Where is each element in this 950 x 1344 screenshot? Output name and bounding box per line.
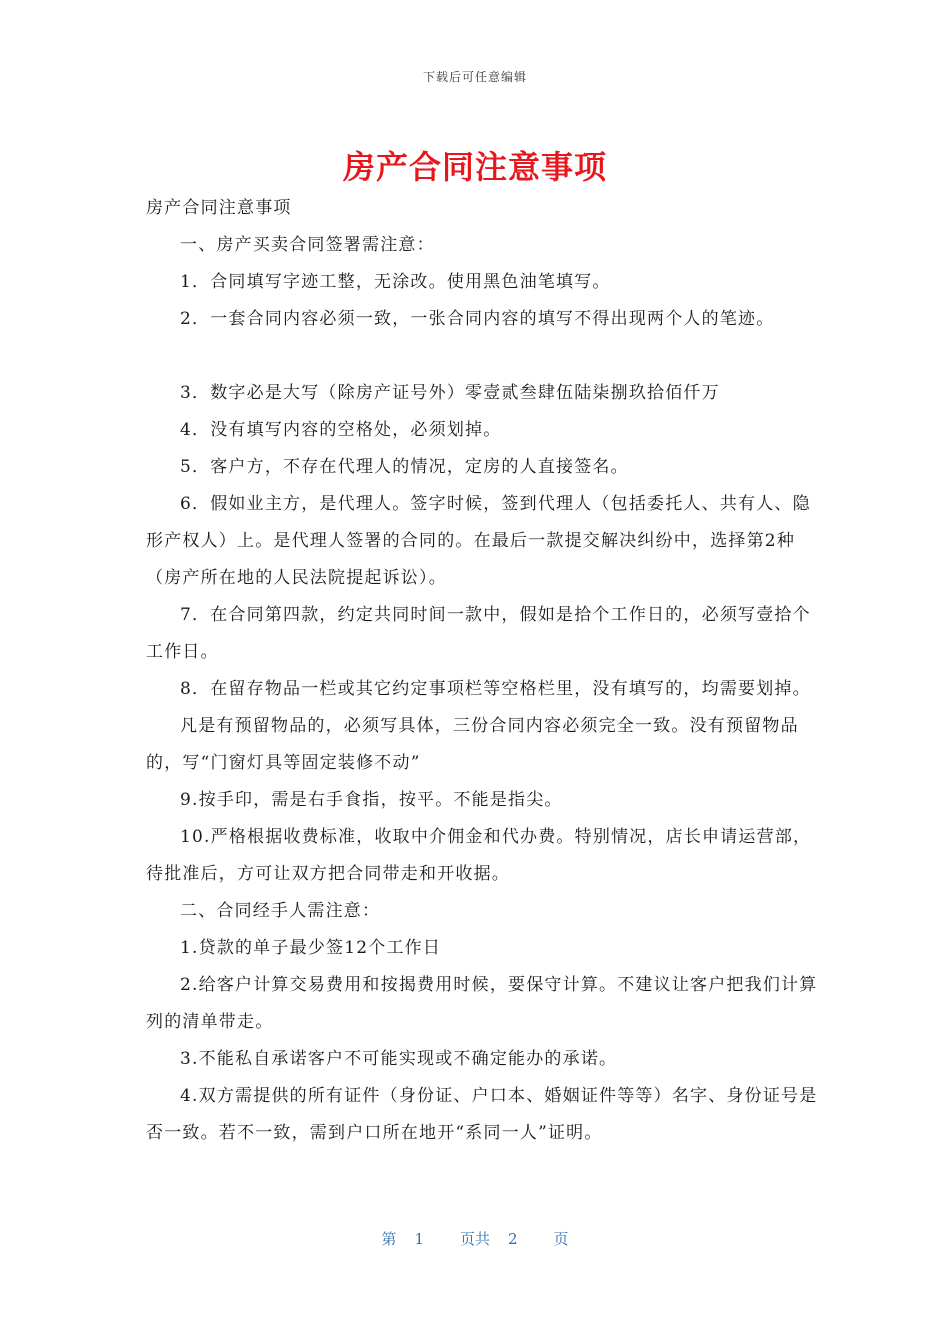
paragraph-2-4: 4.双方需提供的所有证件（身份证、户口本、婚姻证件等等）名字、身份证号是否一致。若不一致，需到户口所在地开“系同一人”证明。 xyxy=(146,1086,818,1143)
footer-suffix: 页 xyxy=(553,1230,569,1248)
paragraph-2-1: 1.贷款的单子最少签12个工作日 xyxy=(180,938,442,958)
footer-middle: 页共 xyxy=(459,1230,490,1248)
section-2-heading: 二、合同经手人需注意： xyxy=(180,901,381,921)
paragraph-1-3: 3．数字必是大写（除房产证号外）零壹贰叁肆伍陆柒捌玖拾佰仟万 xyxy=(180,383,720,403)
paragraph-1-4: 4．没有填写内容的空格处，必须划掉。 xyxy=(180,420,502,440)
paragraph-1-5: 5．客户方，不存在代理人的情况，定房的人直接签名。 xyxy=(180,457,629,477)
footer-prefix: 第 xyxy=(381,1230,397,1248)
document-subtitle: 房产合同注意事项 xyxy=(146,198,292,218)
paragraph-1-7: 7．在合同第四款，约定共同时间一款中，假如是拾个工作日的，必须写壹拾个工作日。 xyxy=(146,605,811,662)
paragraph-2-3: 3.不能私自承诺客户不可能实现或不确定能办的承诺。 xyxy=(180,1049,618,1069)
document-title: 房产合同注意事项 xyxy=(342,148,607,186)
paragraph-2-2: 2.给客户计算交易费用和按揭费用时候，要保守计算。不建议让客户把我们计算列的清单带走。 xyxy=(146,975,818,1032)
header-note: 下载后可任意编辑 xyxy=(422,70,527,84)
paragraph-1-2: 2．一套合同内容必须一致，一张合同内容的填写不得出现两个人的笔迹。 xyxy=(180,309,775,329)
page-footer xyxy=(0,1228,950,1249)
paragraph-1-8b: 凡是有预留物品的，必须写具体，三份合同内容必须完全一致。没有预留物品的，写“门窗灯具等固定装修不动” xyxy=(146,716,799,773)
footer-page-number: 1 xyxy=(414,1230,424,1248)
section-1-heading: 一、房产买卖合同签署需注意： xyxy=(180,235,435,255)
paragraph-1-1: 1．合同填写字迹工整，无涂改。使用黑色油笔填写。 xyxy=(180,272,611,292)
footer-total-pages: 2 xyxy=(508,1230,518,1248)
paragraph-1-9: 9.按手印，需是右手食指，按平。不能是指尖。 xyxy=(180,790,563,810)
paragraph-1-8: 8．在留存物品一栏或其它约定事项栏等空格栏里，没有填写的，均需要划掉。 xyxy=(180,679,811,699)
paragraph-1-10: 10.严格根据收费标准，收取中介佣金和代办费。特别情况，店长申请运营部，待批准后，方可让双方把合同带走和开收据。 xyxy=(146,827,812,884)
document-body xyxy=(146,190,826,1152)
blank-line xyxy=(146,338,826,375)
paragraph-1-6: 6．假如业主方，是代理人。签字时候，签到代理人（包括委托人、共有人、隐形产权人）上。是代理人签署的合同的。在最后一款提交解决纠纷中，选择第2种（房产所在地的人民法院提起诉讼）。 xyxy=(146,494,811,588)
